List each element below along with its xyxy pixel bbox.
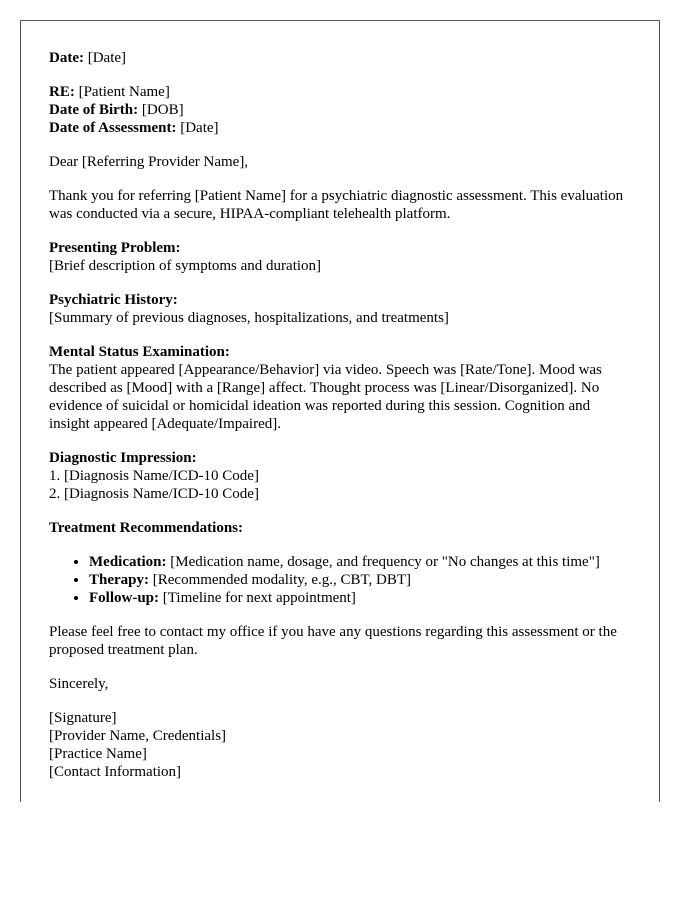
contact-info-line: [Contact Information] [49, 764, 182, 780]
doa-label: Date of Assessment: [49, 120, 177, 136]
provider-name-line: [Provider Name, Credentials] [49, 728, 227, 744]
date-line [49, 49, 631, 67]
mental-status-text: The patient appeared [Appearance/Behavior] via video. Speech was [Rate/Tone]. Mood was described as [Mood] with a [Range] affect. Thought process was [Linear/Disorganized]. No evidence of suicidal or homicidal ideation was reported during this session. Cognition and insight appeared [Adequate/Impaired]. [49, 362, 602, 432]
presenting-problem-section [49, 239, 631, 275]
intro-paragraph: Thank you for referring [Patient Name] for a psychiatric diagnostic assessment. This evaluation was conducted via a secure, HIPAA-compliant telehealth platform. [49, 188, 624, 222]
therapy-label: Therapy: [89, 572, 149, 588]
date-value: [Date] [83, 50, 127, 66]
follow-up-label: Follow-up: [89, 590, 160, 606]
follow-up-text: [Timeline for next appointment] [159, 590, 356, 606]
sign-off: Sincerely, [49, 676, 109, 692]
diagnostic-impression-heading: Diagnostic Impression: [49, 450, 197, 466]
date-label: Date: [49, 50, 84, 66]
patient-info [49, 83, 631, 137]
dob-label: Date of Birth: [49, 102, 139, 118]
diagnosis-item: 2. [Diagnosis Name/ICD-10 Code] [49, 486, 259, 502]
medication-text: [Medication name, dosage, and frequency or "No changes at this time"] [166, 554, 600, 570]
signature-block [49, 709, 631, 781]
treatment-item-follow-up [89, 589, 631, 607]
psychiatric-history-text: [Summary of previous diagnoses, hospitalizations, and treatments] [49, 310, 449, 326]
signature-line: [Signature] [49, 710, 117, 726]
treatment-item-medication [89, 553, 631, 571]
practice-name-line: [Practice Name] [49, 746, 147, 762]
diagnostic-impression-section [49, 449, 631, 503]
psychiatric-history-section [49, 291, 631, 327]
salutation: Dear [Referring Provider Name], [49, 154, 249, 170]
medication-label: Medication: [89, 554, 167, 570]
diagnosis-item: 1. [Diagnosis Name/ICD-10 Code] [49, 468, 259, 484]
mental-status-section [49, 343, 631, 433]
re-value: [Patient Name] [74, 84, 170, 100]
presenting-problem-text: [Brief description of symptoms and duration] [49, 258, 322, 274]
re-label: RE: [49, 84, 75, 100]
treatment-heading: Treatment Recommendations: [49, 520, 243, 536]
closing-paragraph: Please feel free to contact my office if you have any questions regarding this assessment or the proposed treatment plan. [49, 624, 617, 658]
therapy-text: [Recommended modality, e.g., CBT, DBT] [149, 572, 412, 588]
dob-value: [DOB] [138, 102, 184, 118]
treatment-item-therapy [89, 571, 631, 589]
mental-status-heading: Mental Status Examination: [49, 344, 230, 360]
psychiatric-history-heading: Psychiatric History: [49, 292, 178, 308]
treatment-list [49, 553, 631, 607]
doa-value: [Date] [176, 120, 219, 136]
treatment-section [49, 519, 631, 607]
presenting-problem-heading: Presenting Problem: [49, 240, 181, 256]
letter-page [20, 20, 660, 802]
